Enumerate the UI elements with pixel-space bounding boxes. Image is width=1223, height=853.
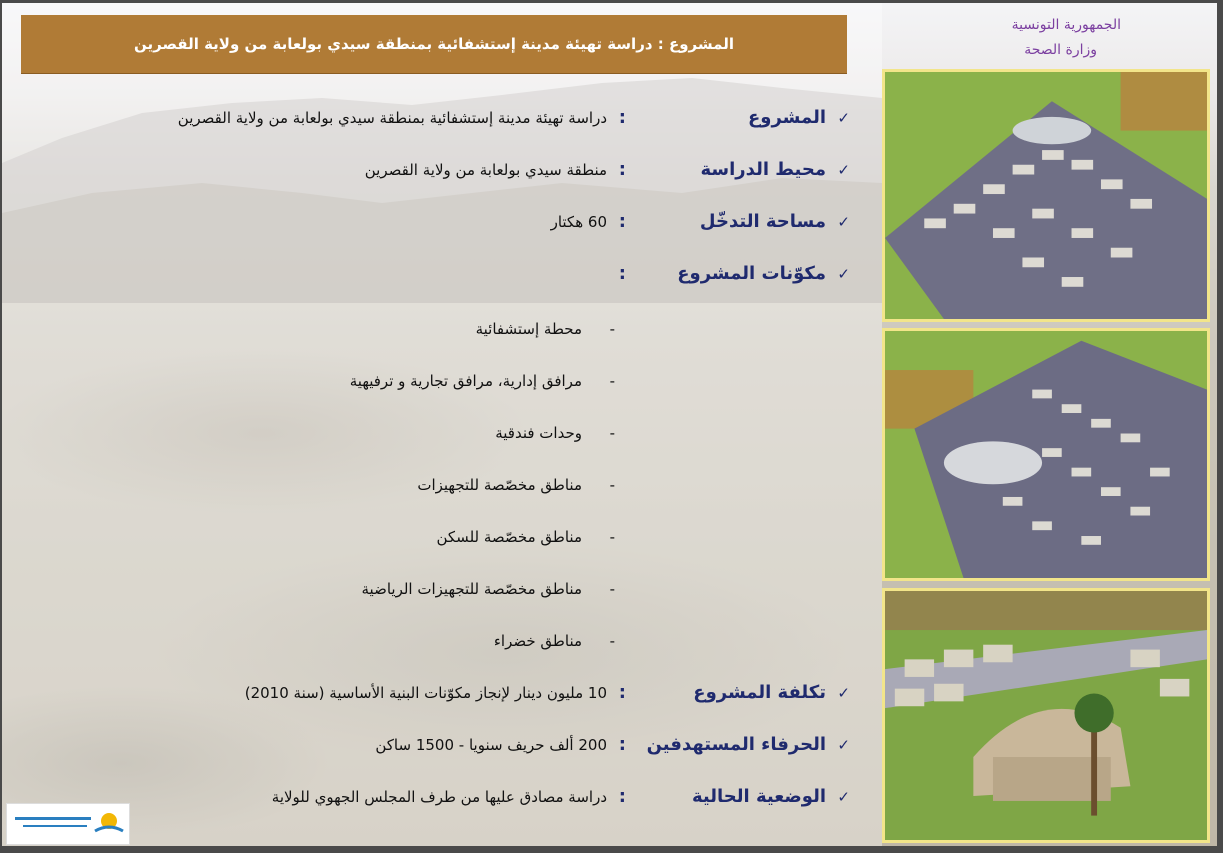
check-icon: ✓: [837, 265, 850, 283]
list-item: [2, 626, 882, 656]
check-icon: ✓: [837, 736, 850, 754]
list-item: [2, 366, 882, 396]
row-colon: :: [618, 211, 626, 232]
row-colon: :: [618, 263, 626, 284]
row-colon: :: [618, 107, 626, 128]
slide: [2, 3, 1217, 846]
row-label: تكلفة المشروع: [693, 682, 826, 703]
row-cost: [2, 678, 882, 708]
republic-label: الجمهورية التونسية: [1011, 17, 1121, 33]
row-colon: :: [618, 159, 626, 180]
title-bar: [21, 15, 847, 73]
check-icon: ✓: [837, 109, 850, 127]
row-label: مكوّنات المشروع: [677, 263, 826, 284]
aerial-render-image-1: [882, 69, 1210, 322]
row-colon: :: [618, 786, 626, 807]
dash-bullet: -: [609, 320, 615, 338]
row-colon: :: [618, 682, 626, 703]
ministry-label: وزارة الصحة: [1024, 42, 1097, 58]
row-current-status: [2, 782, 882, 812]
row-study-area: [2, 155, 882, 185]
row-label: مساحة التدخّل: [699, 211, 826, 232]
row-label: المشروع: [748, 107, 826, 128]
check-icon: ✓: [837, 161, 850, 179]
row-label: الحرفاء المستهدفين: [646, 734, 826, 755]
row-target-clients: [2, 730, 882, 760]
list-item: [2, 418, 882, 448]
check-icon: ✓: [837, 213, 850, 231]
row-value: دراسة مصادق عليها من طرف المجلس الجهوي للولاية: [271, 788, 607, 806]
row-project: [2, 103, 882, 133]
dash-bullet: -: [609, 372, 615, 390]
row-value: 60 هكتار: [550, 213, 607, 231]
list-item-text: وحدات فندقية: [495, 424, 582, 442]
list-item: [2, 574, 882, 604]
dash-bullet: -: [609, 476, 615, 494]
list-item: [2, 522, 882, 552]
list-item: [2, 470, 882, 500]
check-icon: ✓: [837, 788, 850, 806]
row-value: 200 ألف حريف سنويا - 1500 ساكن: [375, 736, 607, 754]
dash-bullet: -: [609, 424, 615, 442]
row-label: محيط الدراسة: [700, 159, 826, 180]
building-render-image: [882, 588, 1210, 843]
list-item-text: محطة إستشفائية: [475, 320, 582, 338]
list-item-text: مرافق إدارية، مرافق تجارية و ترفيهية: [349, 372, 582, 390]
row-colon: :: [618, 734, 626, 755]
row-value: دراسة تهيئة مدينة إستشفائية بمنطقة سيدي بولعابة من ولاية القصرين: [177, 109, 607, 127]
page-title: المشروع : دراسة تهيئة مدينة إستشفائية بمنطقة سيدي بولعابة من ولاية القصرين: [134, 35, 734, 53]
dash-bullet: -: [609, 580, 615, 598]
row-area: [2, 207, 882, 237]
row-value: منطقة سيدي بولعابة من ولاية القصرين: [364, 161, 607, 179]
list-item: [2, 314, 882, 344]
check-icon: ✓: [837, 684, 850, 702]
list-item-text: مناطق مخصّصة للتجهيزات: [417, 476, 582, 494]
dash-bullet: -: [609, 632, 615, 650]
list-item-text: مناطق مخصّصة للسكن: [436, 528, 582, 546]
row-value: 10 مليون دينار لإنجاز مكوّنات البنية الأساسية (سنة 2010): [244, 684, 607, 702]
organization-logo: [6, 803, 130, 845]
dash-bullet: -: [609, 528, 615, 546]
row-label: الوضعية الحالية: [692, 786, 826, 807]
list-item-text: مناطق خضراء: [493, 632, 582, 650]
list-item-text: مناطق مخصّصة للتجهيزات الرياضية: [361, 580, 582, 598]
row-components: [2, 259, 882, 289]
aerial-render-image-2: [882, 328, 1210, 581]
